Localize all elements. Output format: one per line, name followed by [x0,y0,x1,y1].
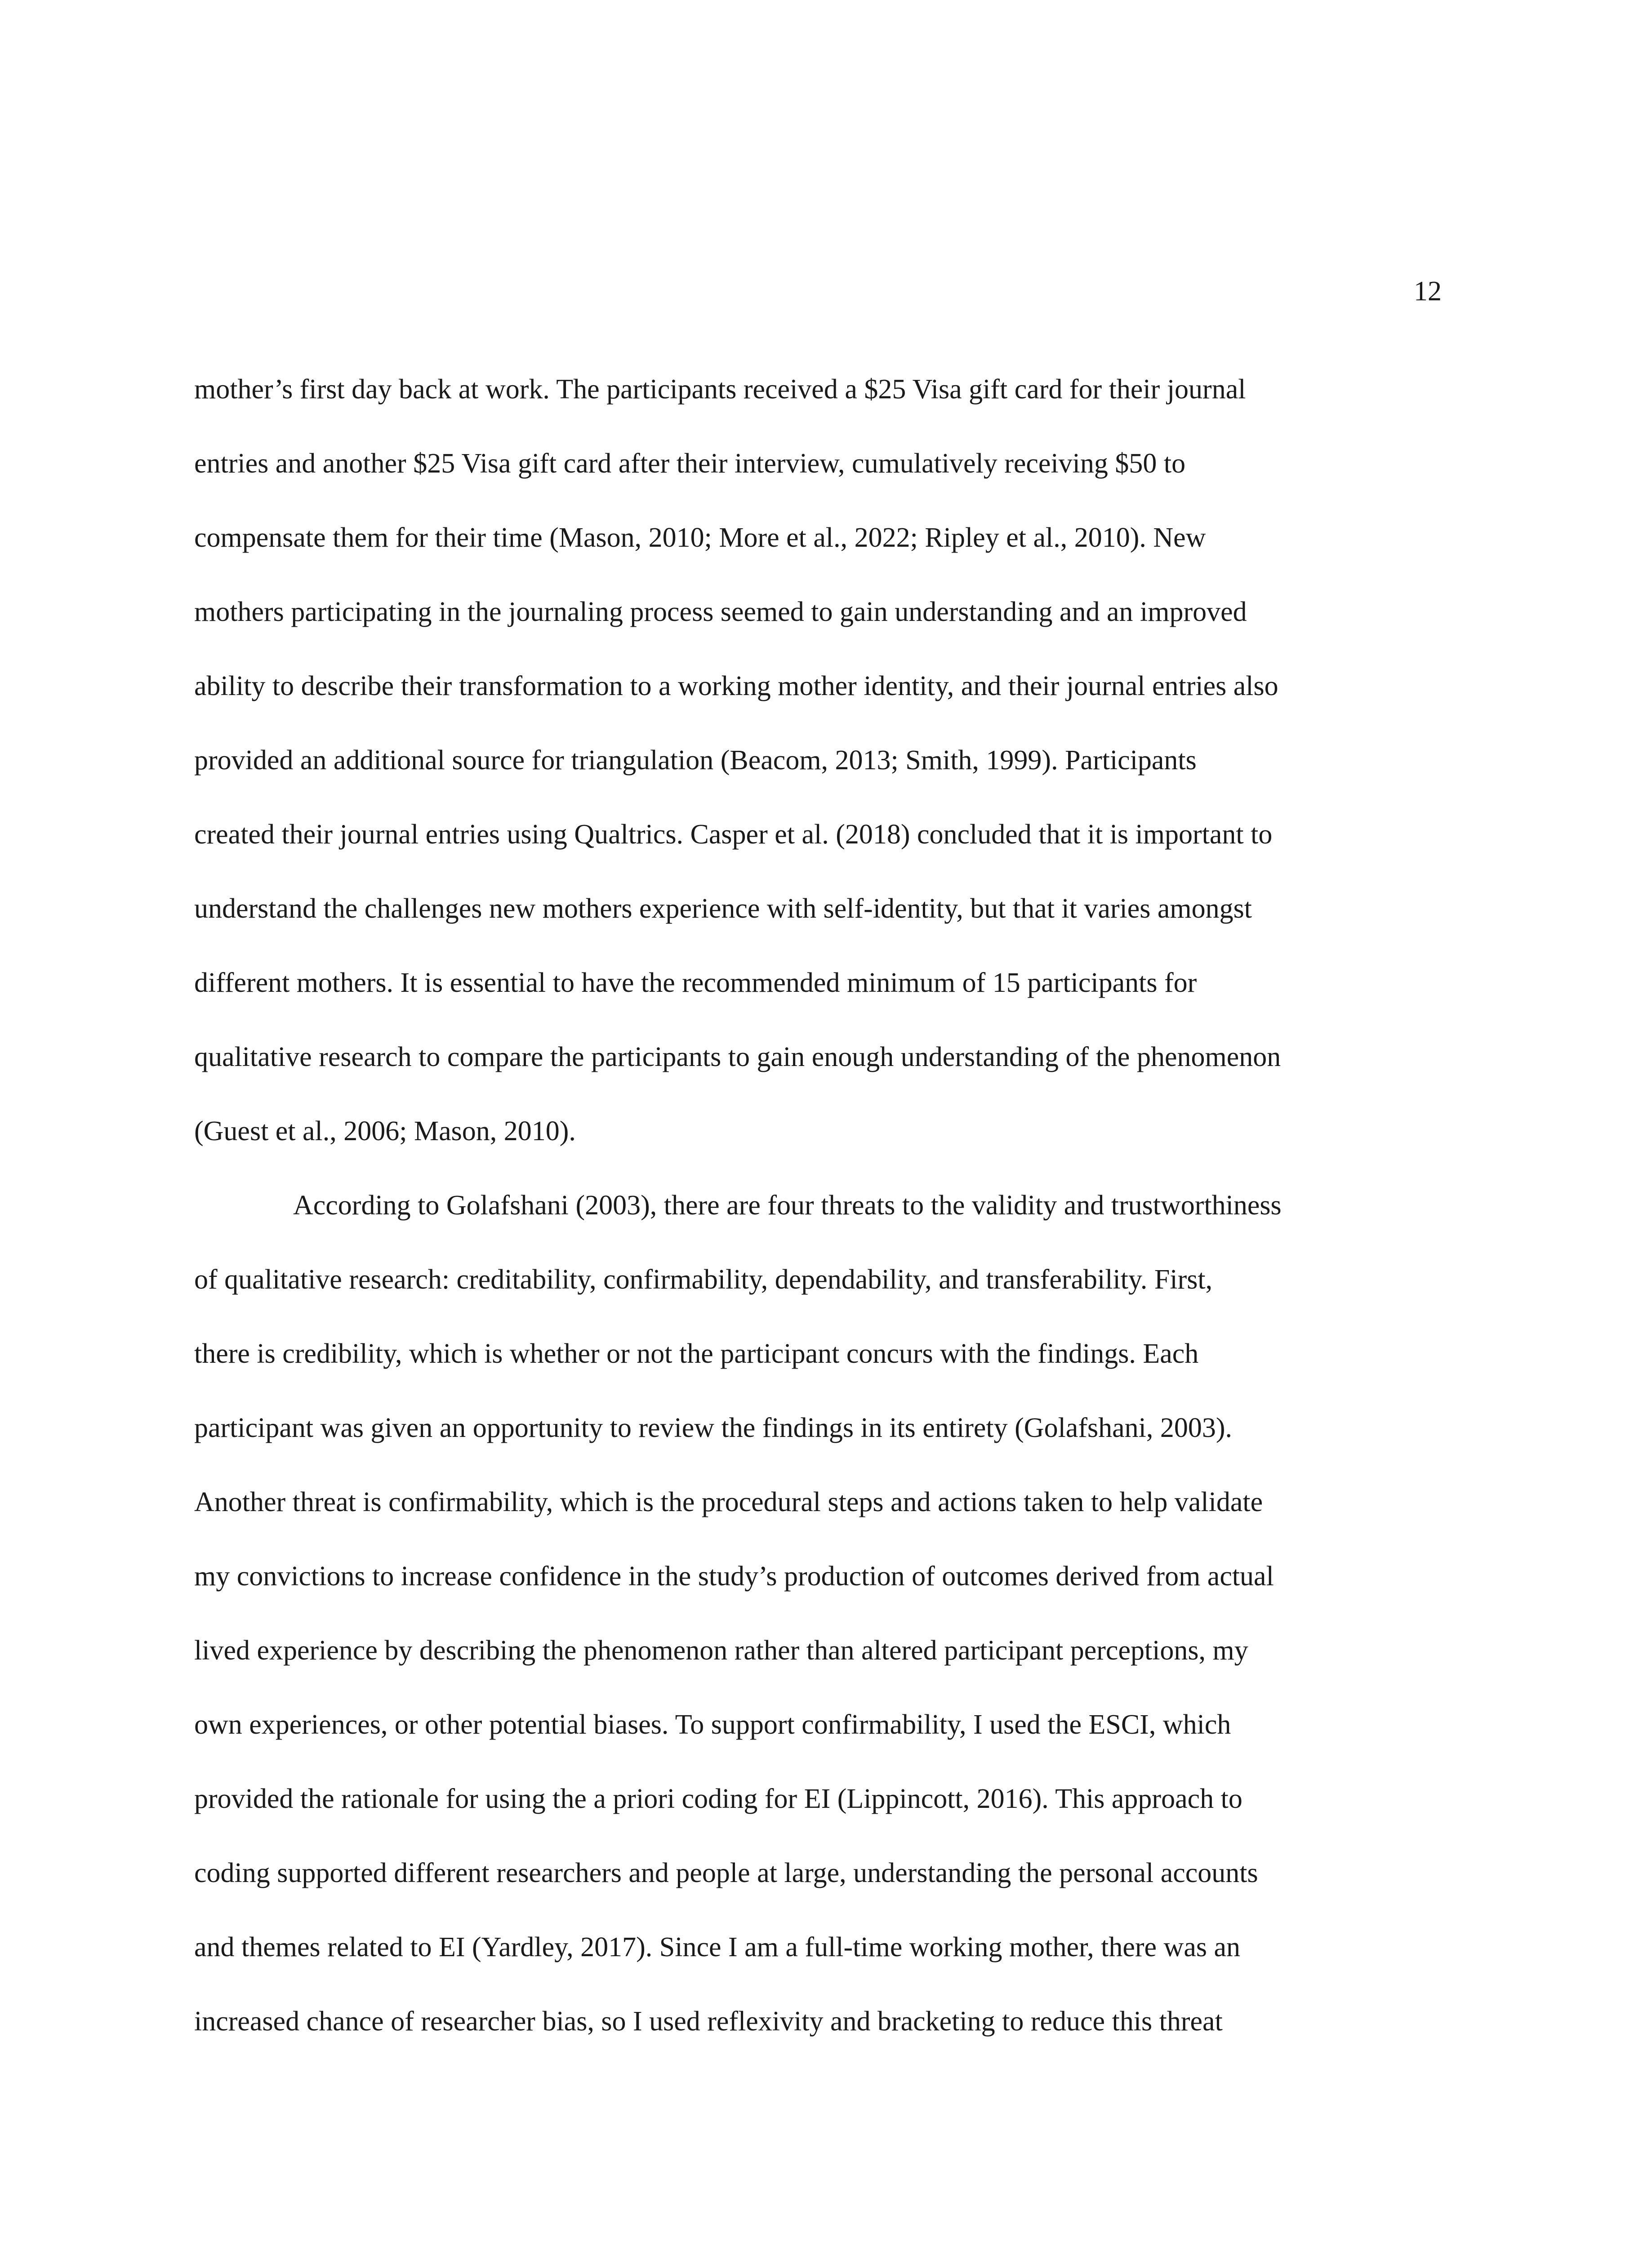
text-line: entries and another $25 Visa gift card after their interview, cumulatively receiving $50 to [194,448,1186,479]
text-line: participant was given an opportunity to review the findings in its entirety (Golafshani, 2003). [194,1413,1232,1443]
text-line: ability to describe their transformation to a working mother identity, and their journal entries also [194,671,1278,701]
text-line: mother’s first day back at work. The participants received a $25 Visa gift card for their journal [194,374,1246,405]
text-line: coding supported different researchers and people at large, understanding the personal accounts [194,1858,1258,1888]
text-line: (Guest et al., 2006; Mason, 2010). [194,1116,576,1146]
text-line: qualitative research to compare the participants to gain enough understanding of the phenomenon [194,1042,1281,1072]
text-line: Another threat is confirmability, which is the procedural steps and actions taken to help validate [194,1487,1263,1517]
text-line: and themes related to EI (Yardley, 2017). Since I am a full-time working mother, there was an [194,1932,1240,1963]
text-line: created their journal entries using Qualtrics. Casper et al. (2018) concluded that it is important to [194,819,1273,850]
page-number: 12 [1414,276,1442,307]
text-line: different mothers. It is essential to have the recommended minimum of 15 participants for [194,968,1197,998]
text-line: understand the challenges new mothers experience with self-identity, but that it varies amongst [194,893,1252,924]
text-line: increased chance of researcher bias, so I used reflexivity and bracketing to reduce this threat [194,2006,1223,2037]
text-line: mothers participating in the journaling process seemed to gain understanding and an improved [194,597,1247,627]
text-line: own experiences, or other potential biases. To support confirmability, I used the ESCI, which [194,1709,1231,1740]
text-line: my convictions to increase confidence in the study’s production of outcomes derived from actual [194,1561,1274,1592]
text-line: of qualitative research: creditability, confirmability, dependability, and transferability. First, [194,1264,1213,1295]
text-line: there is credibility, which is whether or not the participant concurs with the findings. Each [194,1338,1199,1369]
text-line: compensate them for their time (Mason, 2010; More et al., 2022; Ripley et al., 2010). New [194,522,1206,553]
text-line: provided the rationale for using the a priori coding for EI (Lippincott, 2016). This approach to [194,1784,1242,1814]
text-line: provided an additional source for triangulation (Beacom, 2013; Smith, 1999). Participants [194,745,1197,776]
paragraph-first-line: According to Golafshani (2003), there are four threats to the validity and trustworthiness [293,1190,1282,1221]
text-line: lived experience by describing the phenomenon rather than altered participant perceptions, my [194,1635,1248,1666]
body-text [194,371,1457,2078]
